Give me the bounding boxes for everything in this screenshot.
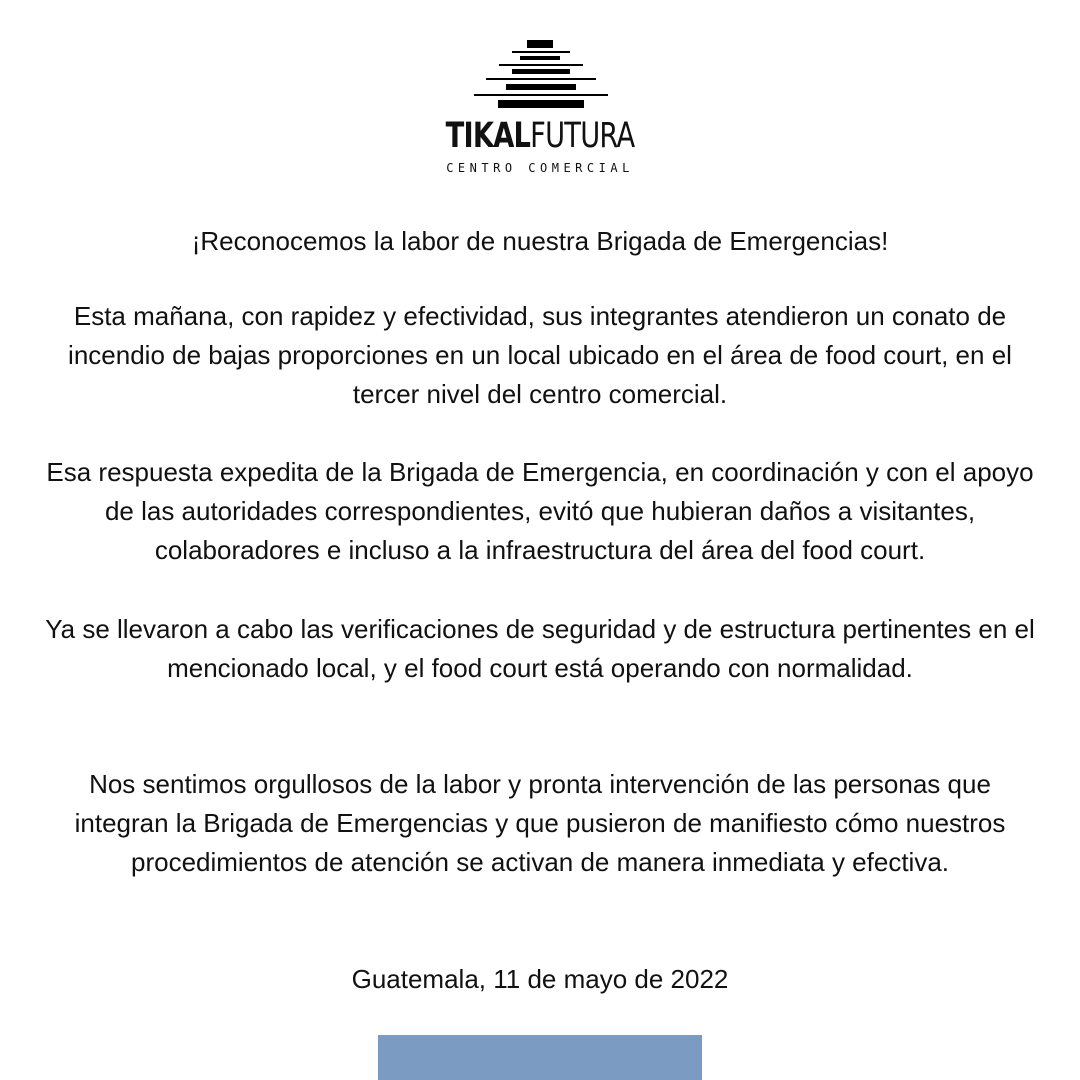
footer-accent-bar: [378, 1035, 702, 1080]
pyramid-logo-icon: [470, 40, 612, 112]
brand-subtitle: CENTRO COMERCIAL: [446, 161, 634, 175]
pyramid-step-6: [486, 78, 596, 80]
paragraph-incident: Esta mañana, con rapidez y efectividad, sus integrantes atendieron un conato de incendio de bajas proporciones en un local ubicado en el área de food court, en el tercer nivel del centro comercial.: [68, 301, 1012, 409]
brand-name: [119, 114, 961, 158]
pyramid-step-8: [474, 94, 608, 96]
pyramid-step-1: [527, 40, 553, 48]
pyramid-step-2: [512, 51, 570, 53]
dateline: Guatemala, 11 de mayo de 2022: [351, 964, 729, 994]
brand-name-light: FUTURA: [530, 116, 635, 156]
pyramid-step-9: [498, 100, 584, 108]
pyramid-step-7: [506, 84, 576, 90]
paragraph-pride: Nos sentimos orgullosos de la labor y pronta intervención de las personas que integran la Brigada de Emergencias y que pusieron de manifiesto cómo nuestros procedimientos de atención se activan de manera inmediata y efectiva.: [74, 769, 1006, 877]
headline: ¡Reconocemos la labor de nuestra Brigada de Emergencias!: [191, 226, 889, 256]
brand-name-bold: TIKAL: [445, 116, 531, 156]
pyramid-step-4: [499, 64, 583, 66]
pyramid-step-3: [520, 56, 560, 60]
paragraph-verification: Ya se llevaron a cabo las verificaciones de seguridad y de estructura pertinentes en el mencionado local, y el food court está operando con normalidad.: [45, 614, 1035, 683]
pyramid-step-5: [512, 69, 570, 74]
paragraph-response: Esa respuesta expedita de la Brigada de Emergencia, en coordinación y con el apoyo de las autoridades correspondientes, evitó que hubieran daños a visitantes, colaboradores e incluso a la infraestructura del área del food court.: [46, 457, 1034, 565]
